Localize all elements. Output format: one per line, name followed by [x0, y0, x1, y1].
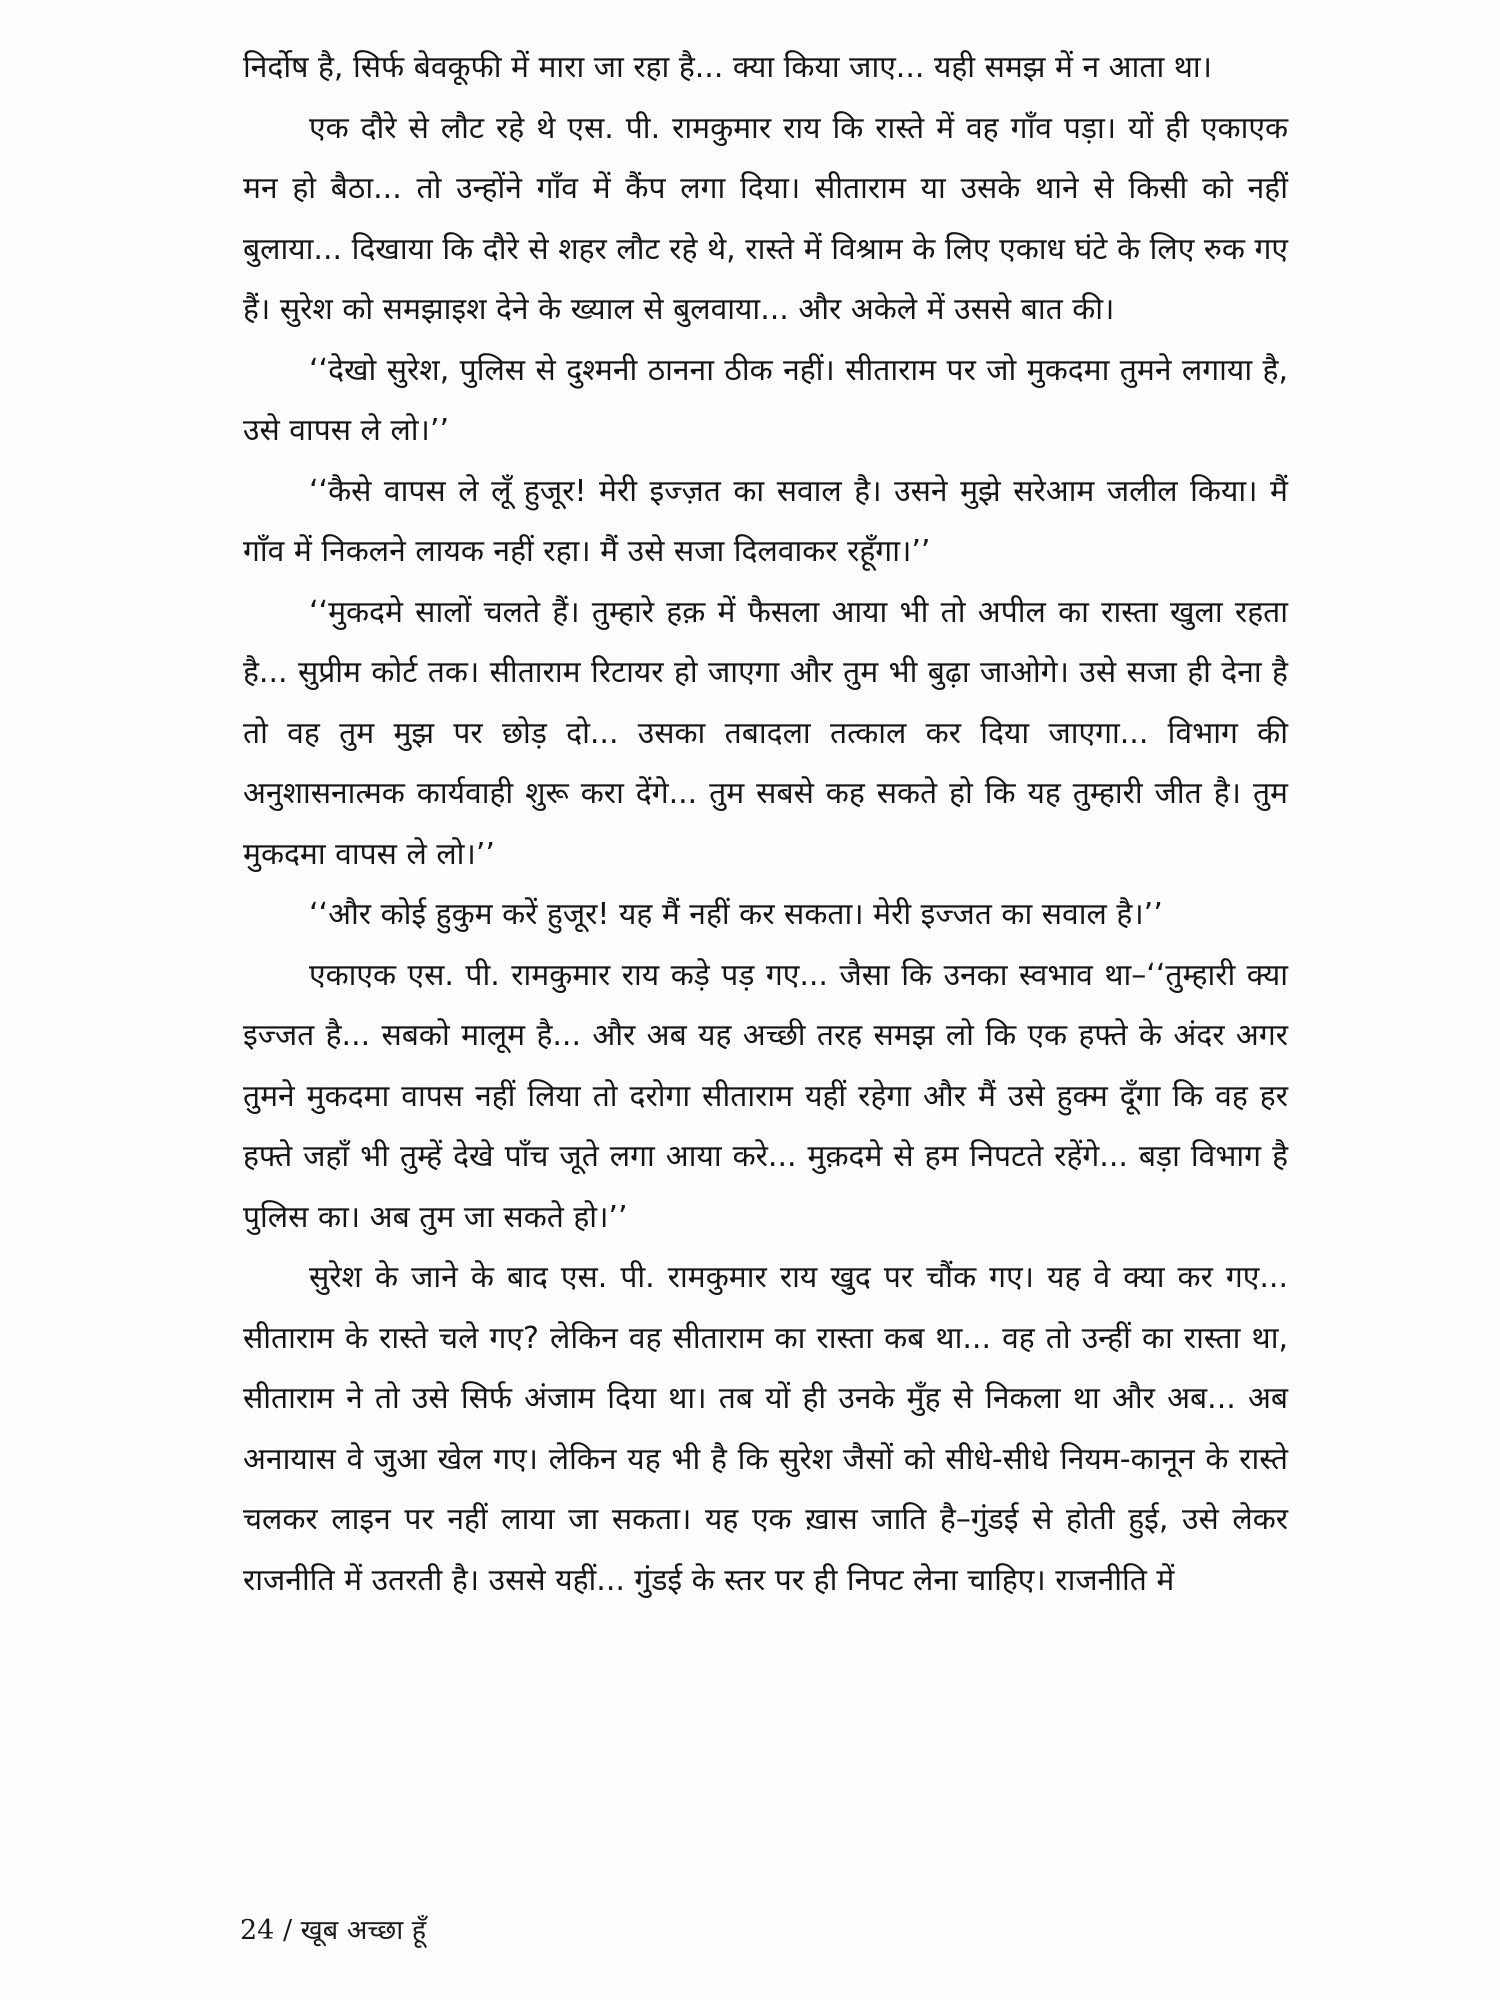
paragraph: सुरेश के जाने के बाद एस. पी. रामकुमार राय खुद पर चौंक गए। यह वे क्या कर गए... सीताराम के रास्ते चले गए? लेकिन वह सीताराम का रास्ता कब था... वह तो उन्हीं का रास्ता था, सीताराम ने तो उसे सिर्फ अंजाम दिया था। तब यों ही उनके मुँह से निकला था और अब... अब अनायास वे जुआ खेल गए। लेकिन यह भी है कि सुरेश जैसों को सीधे-सीधे नियम-कानून के रास्ते चलकर लाइन पर नहीं लाया जा सकता। यह एक ख़ास जाति है–गुंडई से होती हुई, उसे लेकर राजनीति में उतरती है। उससे यहीं... गुंडई के स्तर पर ही निपट लेना चाहिए। राजनीति में: [243, 1260, 1288, 1598]
paragraph: एकाएक एस. पी. रामकुमार राय कड़े पड़ गए... जैसा कि उनका स्वभाव था–‘‘तुम्हारी क्या इज्जत है... सबको मालूम है... और अब यह अच्छी तरह समझ लो कि एक हफ्ते के अंदर अगर तुमने मुकदमा वापस नहीं लिया तो दरोगा सीताराम यहीं रहेगा और मैं उसे हुक्म दूँगा कि वह हर हफ्ते जहाँ भी तुम्हें देखे पाँच जूते लगा आया करे... मुक़दमे से हम निपटते रहेंगे... बड़ा विभाग है पुलिस का। अब तुम जा सकते हो।’’: [243, 957, 1288, 1235]
dialogue-paragraph: ‘‘मुकदमे सालों चलते हैं। तुम्हारे हक़ में फैसला आया भी तो अपील का रास्ता खुला रहता है... सुप्रीम कोर्ट तक। सीताराम रिटायर हो जाएगा और तुम भी बुढ़ा जाओगे। उसे सजा ही देना है तो वह तुम मुझ पर छोड़ दो... उसका तबादला तत्काल कर दिया जाएगा... विभाग की अनुशासनात्मक कार्यवाही शुरू करा देंगे... तुम सबसे कह सकते हो कि यह तुम्हारी जीत है। तुम मुकदमा वापस ले लो।’’: [243, 594, 1288, 872]
footer-separator: /: [282, 1915, 293, 1946]
page-number: 24: [240, 1915, 275, 1946]
dialogue-paragraph: ‘‘कैसे वापस ले लूँ हुजूर! मेरी इज्ज़त का सवाल है। उसने मुझे सरेआम जलील किया। मैं गाँव में निकलने लायक नहीं रहा। मैं उसे सजा दिलवाकर रहूँगा।’’: [243, 473, 1288, 569]
paragraph: एक दौरे से लौट रहे थे एस. पी. रामकुमार राय कि रास्ते में वह गाँव पड़ा। यों ही एकाएक मन हो बैठा... तो उन्होंने गाँव में कैंप लगा दिया। सीताराम या उसके थाने से किसी को नहीं बुलाया... दिखाया कि दौरे से शहर लौट रहे थे, रास्ते में विश्राम के लिए एकाध घंटे के लिए रुक गए हैं। सुरेश को समझाइश देने के ख्याल से बुलवाया... और अकेले में उससे बात की।: [243, 110, 1288, 327]
body-text: [243, 38, 1288, 1611]
book-title: खूब अच्छा हूँ: [300, 1915, 427, 1946]
dialogue-paragraph: ‘‘और कोई हुकुम करें हुजूर! यह मैं नहीं कर सकता। मेरी इज्जत का सवाल है।’’: [309, 897, 1163, 932]
paragraph-continued: निर्दोष है, सिर्फ बेवकूफी में मारा जा रहा है... क्या किया जाए... यही समझ में न आता था।: [243, 50, 1213, 85]
page-footer: [240, 1910, 426, 1947]
dialogue-paragraph: ‘‘देखो सुरेश, पुलिस से दुश्मनी ठानना ठीक नहीं। सीताराम पर जो मुकदमा तुमने लगाया है, उसे वापस ले लो।’’: [243, 352, 1288, 448]
